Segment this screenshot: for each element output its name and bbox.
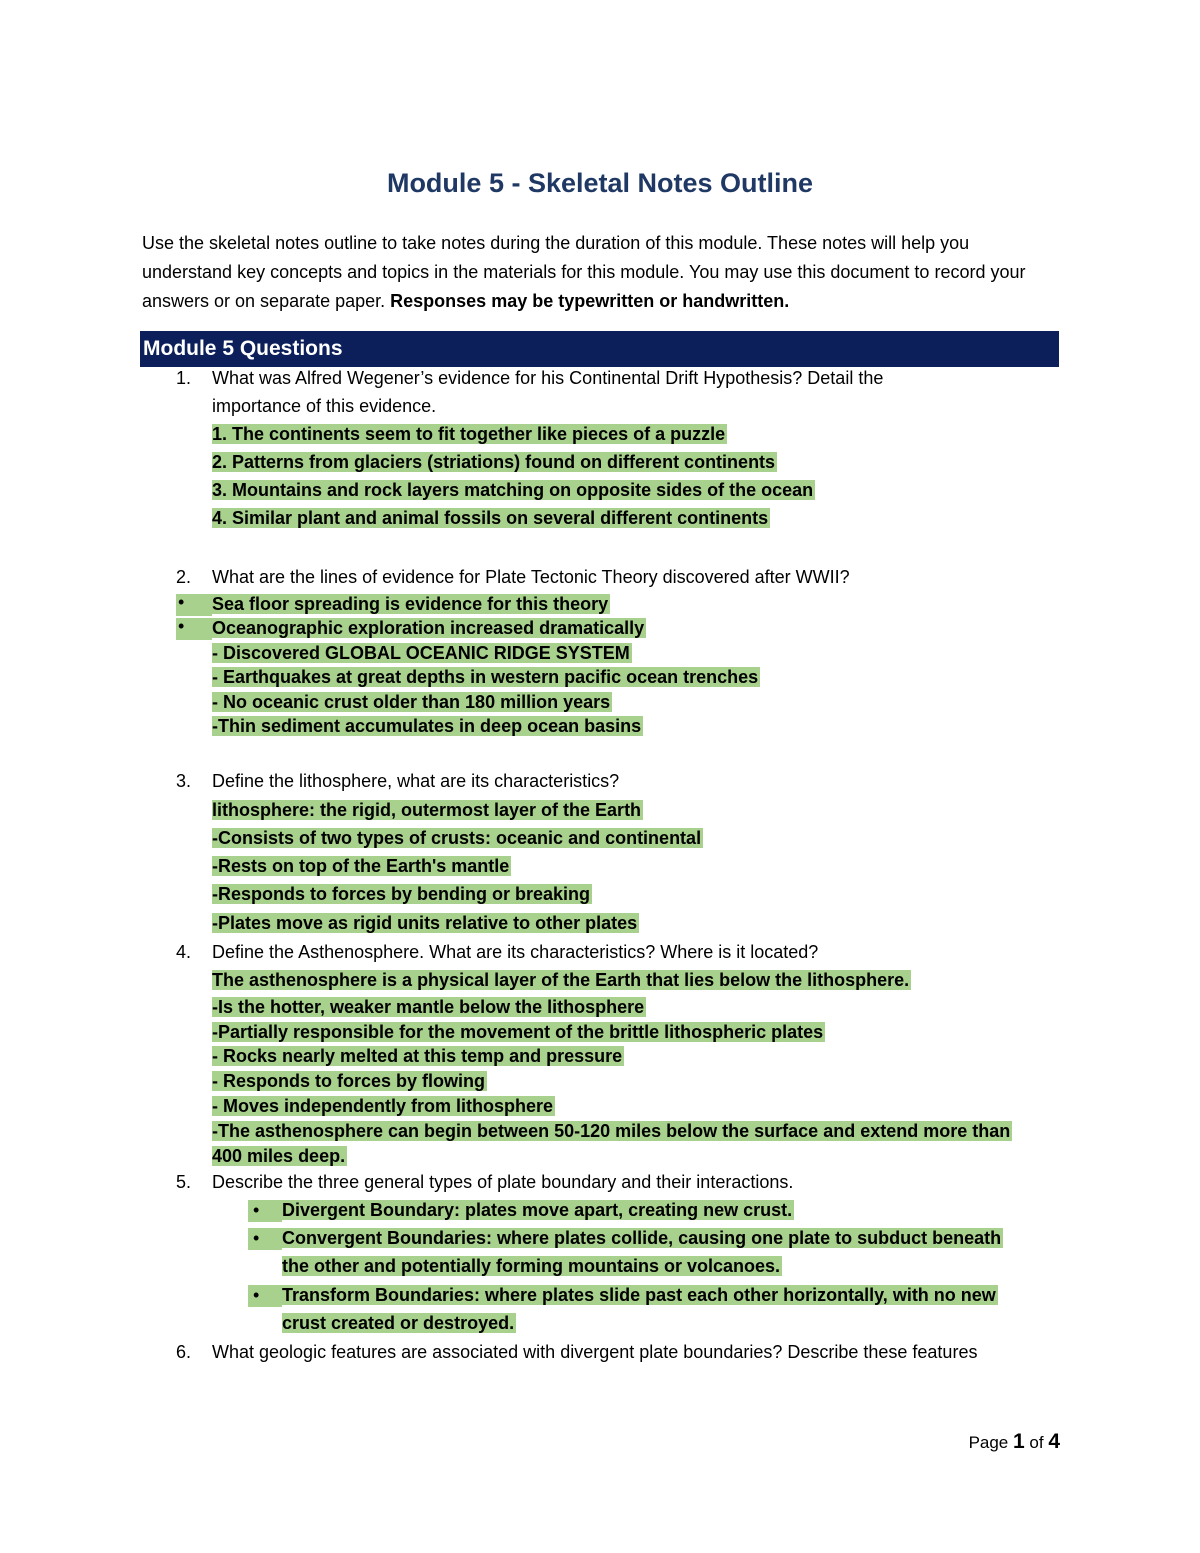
- question-number: 6.: [176, 1342, 192, 1362]
- bullet-answer: the other and potentially forming mountains or volcanoes.: [282, 1256, 781, 1276]
- answer-line: -Partially responsible for the movement of the brittle lithospheric plates: [212, 1022, 824, 1042]
- answer-line: - Earthquakes at great depths in western pacific ocean trenches: [212, 667, 759, 687]
- bullet-answer: Divergent Boundary: plates move apart, creating new crust.: [282, 1200, 793, 1220]
- page-total: 4: [1048, 1430, 1060, 1453]
- intro-bold-text: Responses may be typewritten or handwritten.: [390, 291, 790, 311]
- question-number: 3.: [176, 771, 192, 791]
- answer-line: -Thin sediment accumulates in deep ocean basins: [212, 716, 642, 736]
- answer-line: -Responds to forces by bending or breaking: [212, 884, 591, 904]
- bullet-icon: •: [178, 592, 185, 612]
- question-number: 5.: [176, 1172, 192, 1192]
- answer-line: -The asthenosphere can begin between 50-120 miles below the surface and extend more than: [212, 1121, 1011, 1141]
- answer-line: -Is the hotter, weaker mantle below the lithosphere: [212, 997, 645, 1017]
- section-header: Module 5 Questions: [140, 331, 1059, 367]
- answer-line: -Consists of two types of crusts: oceanic and continental: [212, 828, 702, 848]
- answer-line: - No oceanic crust older than 180 million years: [212, 692, 611, 712]
- question-number: 1.: [176, 368, 192, 388]
- page-of: of: [1024, 1433, 1049, 1452]
- bullet-answer: Convergent Boundaries: where plates collide, causing one plate to subduct beneath: [282, 1228, 1002, 1248]
- answer-line: - Rocks nearly melted at this temp and pressure: [212, 1046, 623, 1066]
- intro-paragraph: [142, 229, 1062, 316]
- answer-line: The asthenosphere is a physical layer of the Earth that lies below the lithosphere.: [212, 970, 910, 990]
- question-4-text: Define the Asthenosphere. What are its characteristics? Where is it located?: [212, 942, 819, 962]
- page-number: 1: [1013, 1430, 1025, 1453]
- answer-line: 400 miles deep.: [212, 1146, 346, 1166]
- question-6-text: What geologic features are associated with divergent plate boundaries? Describe these features: [212, 1342, 978, 1362]
- question-3-text: Define the lithosphere, what are its characteristics?: [212, 771, 620, 791]
- bullet-answer: Transform Boundaries: where plates slide past each other horizontally, with no new: [282, 1285, 996, 1305]
- page-footer: [960, 1430, 1060, 1454]
- answer-line: 3. Mountains and rock layers matching on opposite sides of the ocean: [212, 480, 814, 500]
- bullet-icon: •: [248, 1285, 282, 1307]
- bullet-icon: •: [248, 1228, 282, 1250]
- answer-line: -Plates move as rigid units relative to other plates: [212, 913, 638, 933]
- bullet-icon: •: [248, 1200, 282, 1222]
- answer-line: 2. Patterns from glaciers (striations) found on different continents: [212, 452, 776, 472]
- answer-line: - Responds to forces by flowing: [212, 1071, 486, 1091]
- page-label: Page: [968, 1433, 1013, 1452]
- answer-line: lithosphere: the rigid, outermost layer of the Earth: [212, 800, 642, 820]
- answer-line: 1. The continents seem to fit together like pieces of a puzzle: [212, 424, 726, 444]
- page-title: Module 5 - Skeletal Notes Outline: [386, 168, 814, 198]
- bullet-answer: crust created or destroyed.: [282, 1313, 515, 1333]
- question-5-text: Describe the three general types of plate boundary and their interactions.: [212, 1172, 794, 1192]
- bullet-answer: Sea floor spreading is evidence for this theory: [212, 594, 609, 614]
- question-2-text: What are the lines of evidence for Plate Tectonic Theory discovered after WWII?: [212, 567, 850, 587]
- intro-text: Use the skeletal notes outline to take notes during the duration of this module. These notes will help you understand key concepts and topics in the materials for this module. You may use this document to record your answers or on separate paper.: [142, 233, 1026, 311]
- bullet-icon: •: [178, 616, 185, 636]
- answer-line: - Discovered GLOBAL OCEANIC RIDGE SYSTEM: [212, 643, 630, 663]
- question-number: 4.: [176, 942, 192, 962]
- answer-line: -Rests on top of the Earth's mantle: [212, 856, 510, 876]
- answer-line: 4. Similar plant and animal fossils on several different continents: [212, 508, 769, 528]
- answer-line: - Moves independently from lithosphere: [212, 1096, 554, 1116]
- bullet-answer: Oceanographic exploration increased dramatically: [212, 618, 645, 638]
- question-number: 2.: [176, 567, 192, 587]
- question-1-text-line2: importance of this evidence.: [212, 396, 437, 416]
- question-1-text-line1: What was Alfred Wegener’s evidence for his Continental Drift Hypothesis? Detail the: [212, 368, 884, 388]
